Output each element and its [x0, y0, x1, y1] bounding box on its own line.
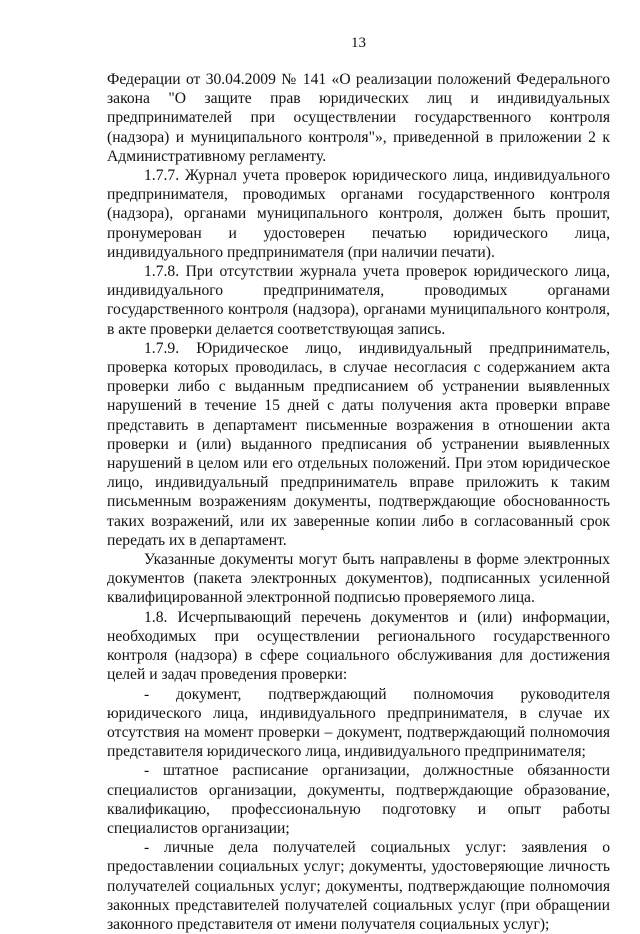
page-number: 13 [351, 35, 366, 51]
paragraph-1-8: 1.8. Исчерпывающий перечень документов и (или) информации, необходимых при осуществлении регионального государственного контроля (надзора) в сфере социального обслуживания для достижения целей и задач проведения проверки: [107, 608, 610, 684]
list-item-authority-document: - документ, подтверждающий полномочия руководителя юридического лица, индивидуального предпринимателя, в случае их отсутствия на момент проверки – документ, подтверждающий полномочия представителя юридического лица, индивидуального предпринимателя; [107, 685, 610, 761]
paragraph-1-7-7: 1.7.7. Журнал учета проверок юридического лица, индивидуального предпринимателя, проводимых органами государственного контроля (надзора), органами муниципального контроля, должен быть прошит, пронумерован и удостоверен печатью юридического лица, индивидуального предпринимателя (при наличии печати). [107, 167, 610, 261]
list-item-personal-files: - личные дела получателей социальных услуг: заявления о предоставлении социальных услуг; документы, удостоверяющие личность получателей социальных услуг; документы, подтверждающие полномочия законных представителей получателей социальных услуг (при обращении законного представителя от имени получателя социальных услуг); [107, 839, 610, 933]
paragraph-electronic-documents: Указанные документы могут быть направлены в форме электронных документов (пакета электронных документов), подписанных усиленной квалифицированной электронной подписью проверяемого лица. [107, 551, 610, 607]
document-body [107, 70, 610, 934]
list-item-staff-schedule: - штатное расписание организации, должностные обязанности специалистов организации, документы, подтверждающие образование, квалификацию, профессиональную подготовку и опыт работы специалистов организации; [107, 762, 610, 837]
paragraph-continuation: Федерации от 30.04.2009 № 141 «О реализации положений Федерального закона "О защите прав юридических лиц и индивидуальных предпринимателей при осуществлении государственного контроля (надзора) и муниципального контроля"», приведенной в приложении 2 к Административному регламенту. [107, 71, 610, 165]
paragraph-1-7-9: 1.7.9. Юридическое лицо, индивидуальный предприниматель, проверка которых проводилась, в случае несогласия с содержанием акта проверки либо с выданным предписанием об устранении выявленных нарушений в течение 15 дней с даты получения акта проверки вправе представить в департамент письменные возражения в отношении акта проверки и (или) выданного предписания об устранении выявленных нарушений в целом или его отдельных положений. При этом юридическое лицо, индивидуальный предприниматель вправе приложить к таким письменным возражениям документы, подтверждающие обоснованность таких возражений, или их заверенные копии либо в согласованный срок передать их в департамент. [107, 339, 610, 549]
paragraph-1-7-8: 1.7.8. При отсутствии журнала учета проверок юридического лица, индивидуального предпринимателя, проводимых органами государственного контроля (надзора), органами муниципального контроля, в акте проверки делается соответствующая запись. [107, 263, 610, 338]
